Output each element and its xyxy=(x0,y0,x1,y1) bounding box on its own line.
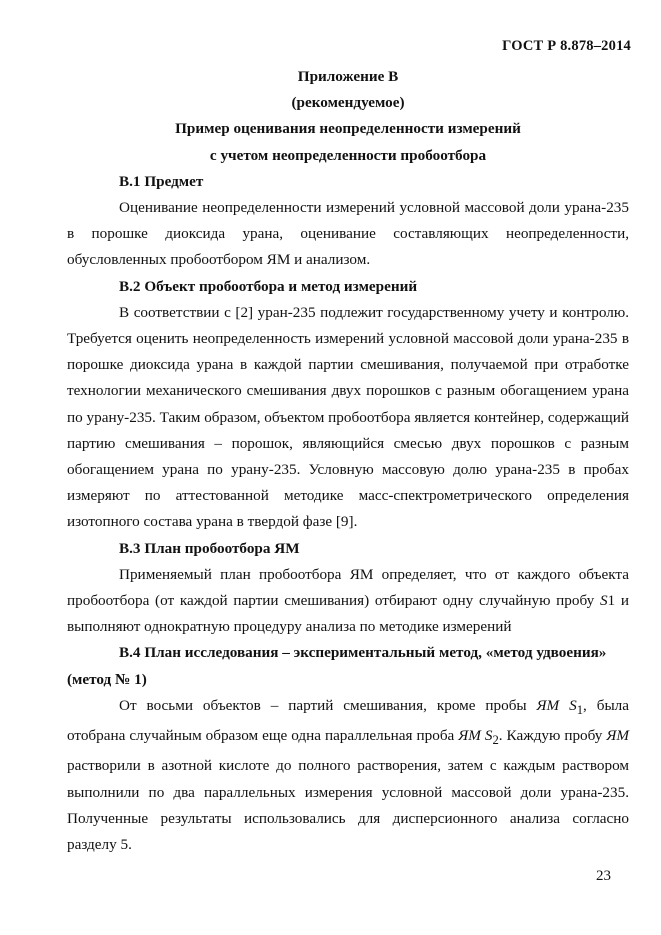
section-b4-text xyxy=(67,693,629,858)
section-b2-text: В соответствии с [2] уран-235 подлежит государственному учету и контролю. Требуется оценить неопределенность измерений условной массовой доли урана-235 в порошке диоксида урана в каждой партии смешивания, получаемой при отработке технологии механического смешивания двух порошков с разным обогащением урана по урану-235. Таким образом, объектом пробоотбора является контейнер, содержащий партию смешивания – порошок, являющийся смесью двух порошков с разным обогащением урана по урану-235. Условную массовую долю урана-235 в пробах измеряют по аттестованной методике масс-спектрометрического определения изотопного состава урана в твердой фазе [9]. xyxy=(67,303,629,531)
page-number: 23 xyxy=(596,868,611,884)
section-b3-heading: В.3 План пробоотбора ЯМ xyxy=(119,539,300,557)
document-header: ГОСТ Р 8.878–2014 xyxy=(502,38,631,54)
appendix-title: Приложение В xyxy=(297,68,399,85)
b4-ym-1: ЯМ xyxy=(536,696,560,714)
b4-s2-symbol: S xyxy=(484,727,493,745)
b4-ym-2: ЯМ xyxy=(458,727,481,745)
b4-s2-index: 2 xyxy=(492,733,499,748)
b4-text-part1: От восьми объектов – партий смешивания, кроме пробы xyxy=(119,696,537,714)
b4-s1-symbol: S xyxy=(569,696,577,714)
sample-index: 1 xyxy=(607,592,616,610)
b4-text-part3: . Каждую пробу xyxy=(498,727,607,745)
section-b2-heading: В.2 Объект пробоотбора и метод измерений xyxy=(119,277,418,295)
appendix-status: (рекомендуемое) xyxy=(291,94,405,112)
section-b4-heading-line1: В.4 План исследования – экспериментальный метод, «метод удвоения» xyxy=(119,644,607,662)
appendix-heading-line1: Пример оценивания неопределенности измерений xyxy=(175,120,521,138)
section-b1-heading: В.1 Предмет xyxy=(119,172,204,190)
page-content xyxy=(67,64,629,858)
b4-text-part4: растворили в азотной кислоте до полного растворения, затем с каждым раствором выполнили по два параллельных измерения условной массовой доли урана-235. Полученные результаты использовались для дисперсионного анализа согласно разделу 5. xyxy=(67,757,629,853)
section-b3-text-after: и выполняют однократную процедуру анализа по методике измерений xyxy=(67,592,629,636)
appendix-heading-line2: с учетом неопределенности пробоотбора xyxy=(209,146,487,164)
sample-symbol: S xyxy=(599,592,608,610)
section-b3-text xyxy=(67,562,629,641)
b4-s1-index: 1 xyxy=(576,702,584,717)
b4-text-part2: , была отобрана случайным образом еще одна параллельная проба xyxy=(67,696,629,745)
section-b3-text-before: Применяемый план пробоотбора ЯМ определяет, что от каждого объекта пробоотбора (от каждой партии смешивания) отбирают одну случайную пробу xyxy=(67,565,629,610)
b4-ym-3: ЯМ xyxy=(606,727,629,745)
section-b4-heading-line2: (метод № 1) xyxy=(67,670,147,688)
section-b1-text: Оценивание неопределенности измерений условной массовой доли урана-235 в порошке диоксида урана, оценивание составляющих неопределенности, обусловленных пробоотбором ЯМ и анализом. xyxy=(67,199,629,269)
